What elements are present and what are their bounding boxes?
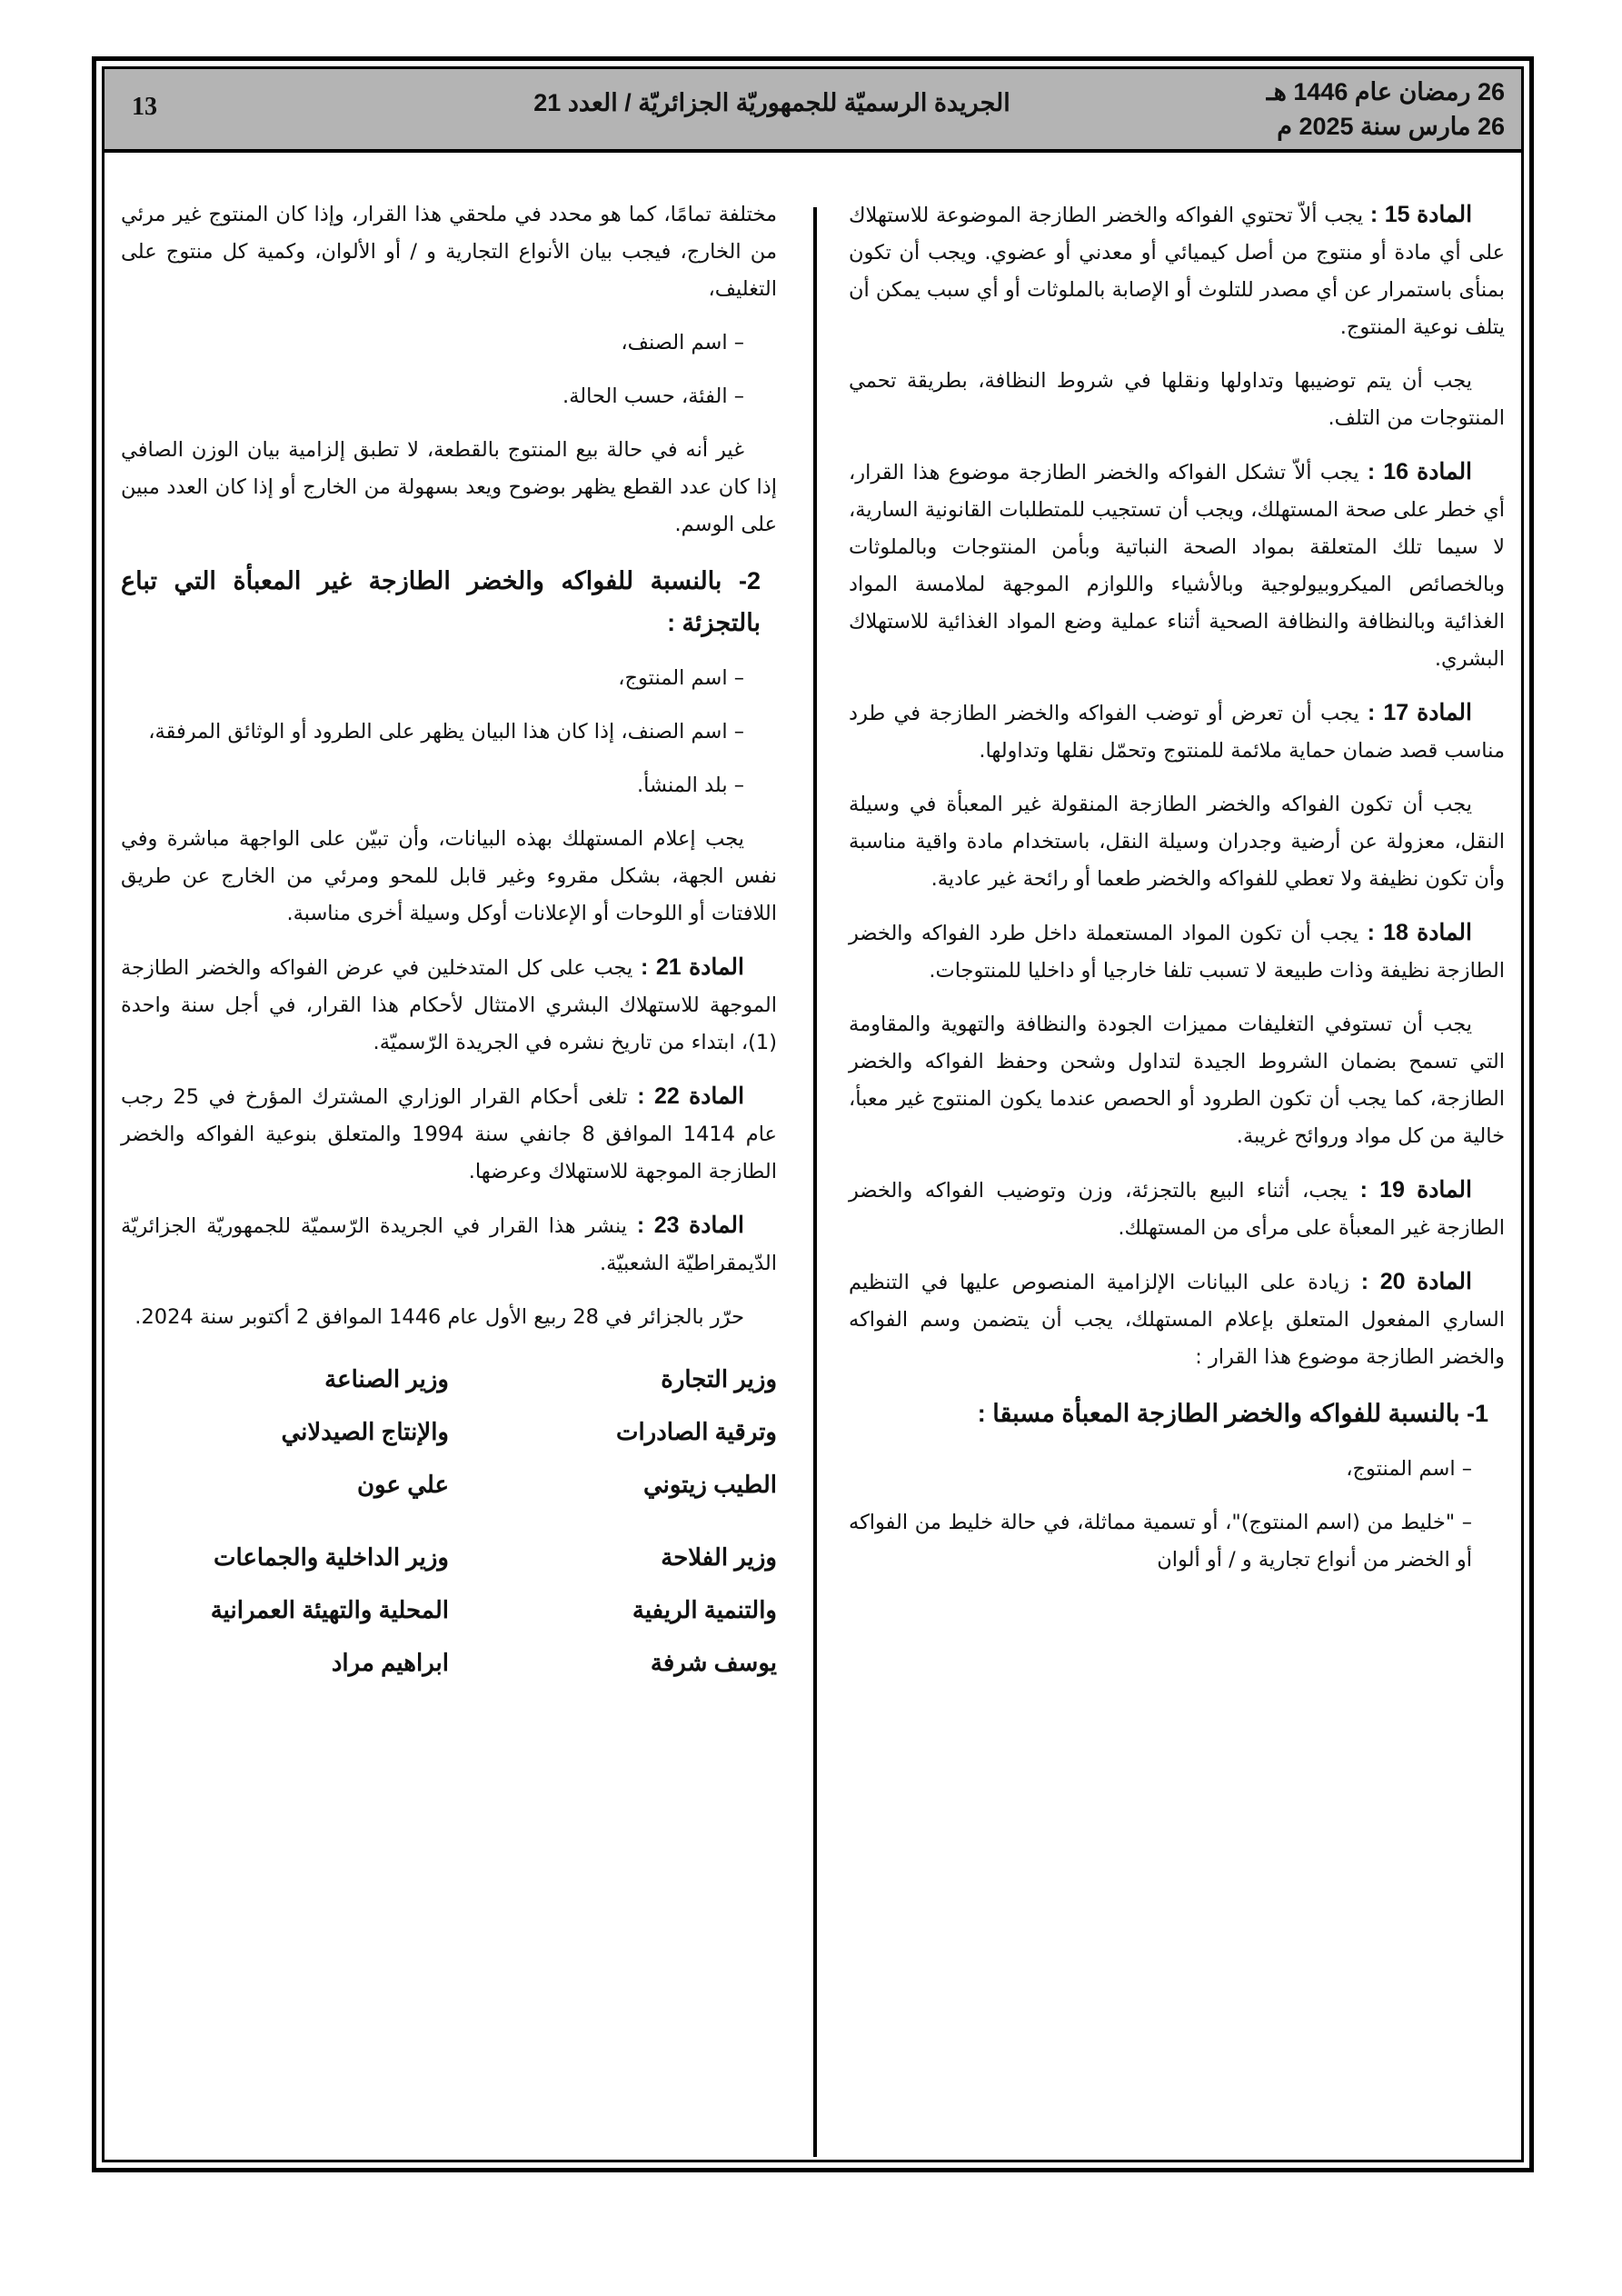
column-divider [813,207,817,2157]
section-2-heading: 2- بالنسبة للفواكه والخضر الطازجة غير المعبأة التي تباع بالتجزئة : [121,567,761,636]
signature-name: علي عون [356,1471,449,1498]
article-20 [849,1263,1505,1376]
article-22 [121,1078,777,1191]
paragraph-continuation: مختلفة تمامًا، كما هو محدد في ملحقي هذا القرار، وإذا كان المنتوج غير مرئي من الخارج، فيجب بيان الأنواع التجارية و / أو الألوان، وكمية كل منتوج على التغليف، [121,203,777,301]
article-label: المادة 21 : [640,954,744,980]
article-21 [121,949,777,1062]
left-column [121,196,777,1709]
list-item: – اسم الصنف، إذا كان هذا البيان يظهر على الطرود أو الوثائق المرفقة، [148,720,744,744]
article-text: يجب أن تعرض أو توضب الفواكه والخضر الطازجة في طرد مناسب قصد ضمان حماية ملائمة للمنتوج وتحمّل نقلها وتداولها. [849,702,1505,763]
signature-name: الطيب زيتوني [642,1471,777,1498]
signature-title: والإنتاج الصيدلاني [281,1418,449,1445]
article-16 [849,454,1505,678]
signature-title: وزير الفلاحة [661,1543,777,1571]
signed-date: حرّر بالجزائر في 28 ربيع الأول عام 1446 الموافق 2 أكتوبر سنة 2024. [134,1305,744,1329]
article-label: المادة 20 : [1360,1269,1472,1294]
body-columns [104,156,1521,2160]
article-text: تلغى أحكام القرار الوزاري المشترك المؤرخ في 25 رجب عام 1414 الموافق 8 جانفي سنة 1994 والمتعلق بنوعية الفواكه والخضر الطازجة الموجهة للاستهلاك وعرضها. [121,1085,777,1183]
section-1-heading: 1- بالنسبة للفواكه والخضر الطازجة المعبأة مسبقا : [977,1400,1488,1427]
article-label: المادة 22 : [637,1083,745,1109]
paragraph: يجب أن تستوفي التغليفات مميزات الجودة والنظافة والتهوية والمقاومة التي تسمح بضمان الشروط الجيدة لتداول وشحن وحفظ الفواكه والخضر الطازجة، كما يجب أن تكون الطرود أو الحصص عندما يكون المنتوج غير معبأ، خالية من كل مواد وروائح غريبة. [849,1013,1505,1148]
paragraph-exception: غير أنه في حالة بيع المنتوج بالقطعة، لا تطبق إلزامية بيان الوزن الصافي إذا كان عدد القطع يظهر بوضوح ويعد بسهولة من الخارج أو إذا كان العدد مبين على الوسم. [121,438,777,536]
article-text: يجب أن تكون المواد المستعملة داخل طرد الفواكه والخضر الطازجة نظيفة وذات طبيعة لا تسبب تلفا خارجيا أو داخليا للمنتوجات. [849,922,1505,983]
article-text: زيادة على البيانات الإلزامية المنصوص عليها في التنظيم الساري المفعول المتعلق بإعلام المستهلك، يجب أن يتضمن وسم الفواكه والخضر الطازجة موضوع هذا القرار : [849,1271,1505,1369]
signature-minister-industry [121,1353,449,1511]
signature-minister-interior [121,1531,449,1689]
article-23 [121,1207,777,1283]
article-label: المادة 23 : [636,1213,744,1238]
header-date-gregorian: 26 مارس سنة 2025 م [1277,113,1505,140]
article-label: المادة 17 : [1368,700,1472,725]
article-text: يجب على كل المتدخلين في عرض الفواكه والخضر الطازجة الموجهة للاستهلاك البشري الامتثال لأحكام هذا القرار، في أجل سنة واحدة (1)، ابتداء من تاريخ نشره في الجريدة الرّسميّة. [121,956,777,1054]
signatures [121,1353,777,1709]
page-frame-outer [92,56,1534,2172]
header-title: الجريدة الرسميّة للجمهوريّة الجزائريّة / العدد 21 [533,89,1010,116]
article-label: المادة 18 : [1367,920,1472,945]
article-label: المادة 15 : [1369,202,1473,227]
article-18 [849,914,1505,990]
signature-name: ابراهيم مراد [331,1649,449,1676]
signature-title: المحلية والتهيئة العمرانية [210,1596,449,1623]
article-text: يجب، أثناء البيع بالتجزئة، وزن وتوضيب الفواكه والخضر الطازجة غير المعبأة على مرأى من المستهلك. [849,1179,1505,1240]
list-item: – "خليط من (اسم المنتوج)"، أو تسمية مماثلة، في حالة خليط من الفواكه أو الخضر من أنواع تجارية و / أو ألوان [849,1511,1472,1572]
list-item: – اسم الصنف، [621,331,744,354]
article-label: المادة 16 : [1367,459,1473,484]
list-item: – اسم المنتوج، [1346,1457,1472,1481]
paragraph: يجب أن تكون الفواكه والخضر الطازجة المنقولة غير المعبأة في وسيلة النقل، معزولة عن أرضية وجدران وسيلة النقل، باستخدام مادة واقية مناسبة وأن تكون نظيفة ولا تعطي للفواكه والخضر طعما أو رائحة غير عادية. [849,793,1505,891]
article-17 [849,694,1505,770]
signature-minister-agriculture [449,1531,777,1689]
paragraph-inform: يجب إعلام المستهلك بهذه البيانات، وأن تبيّن على الواجهة مباشرة وفي نفس الجهة، بشكل مقروء وغير قابل للمحو ومرئي من الخارج عن طريق اللافتات أو اللوحات أو الإعلانات أوكل وسيلة أخرى مناسبة. [121,827,777,925]
page-number: 13 [132,93,157,121]
article-text: يجب ألاّ تحتوي الفواكه والخضر الطازجة الموضوعة للاستهلاك على أي مادة أو منتوج من أصل كيميائي أو معدني أو عضوي. ويجب أن تكون بمنأى باستمرار عن أي مصدر للتلوث أو الإصابة بالملوثات أو أي سبب يمكن أن يتلف نوعية المنتوج. [849,204,1505,339]
article-label: المادة 19 : [1359,1177,1472,1203]
signature-minister-trade [449,1353,777,1511]
article-19 [849,1172,1505,1247]
signature-title: والتنمية الريفية [632,1596,777,1623]
signature-title: وزير الداخلية والجماعات [214,1543,449,1571]
signature-name: يوسف شرفة [650,1649,777,1676]
paragraph: يجب أن يتم توضيبها وتداولها ونقلها في شروط النظافة، بطريقة تحمي المنتوجات من التلف. [849,369,1505,430]
right-column [849,196,1505,1595]
article-text: يجب ألاّ تشكل الفواكه والخضر الطازجة موضوع هذا القرار، أي خطر على صحة المستهلك، ويجب أن تستجيب للمتطلبات القانونية السارية، لا سيما تلك المتعلقة بمواد الصحة النباتية وبأمن المنتوجات وبالملوثات وبالخصائص الميكروبيولوجية وبالأشياء واللوازم الموجهة لملامسة المواد الغذائية وبالنظافة والنظافة الصحية أثناء عملية وضع المواد الغذائية للاستهلاك البشري. [849,461,1505,671]
list-item: – الفئة، حسب الحالة. [562,384,744,408]
page-header [104,69,1521,153]
page-frame-inner [102,66,1524,2162]
article-15 [849,196,1505,346]
header-date-hijri: 26 رمضان عام 1446 هـ [1266,78,1505,105]
signature-title: وزير الصناعة [324,1365,449,1393]
signature-title: وزير التجارة [661,1365,777,1393]
list-item: – اسم المنتوج، [618,666,744,690]
signature-title: وترقية الصادرات [615,1418,777,1445]
article-text: ينشر هذا القرار في الجريدة الرّسميّة للجمهوريّة الجزائريّة الدّيمقراطيّة الشعبيّة. [121,1214,777,1275]
list-item: – بلد المنشأ. [636,774,744,797]
